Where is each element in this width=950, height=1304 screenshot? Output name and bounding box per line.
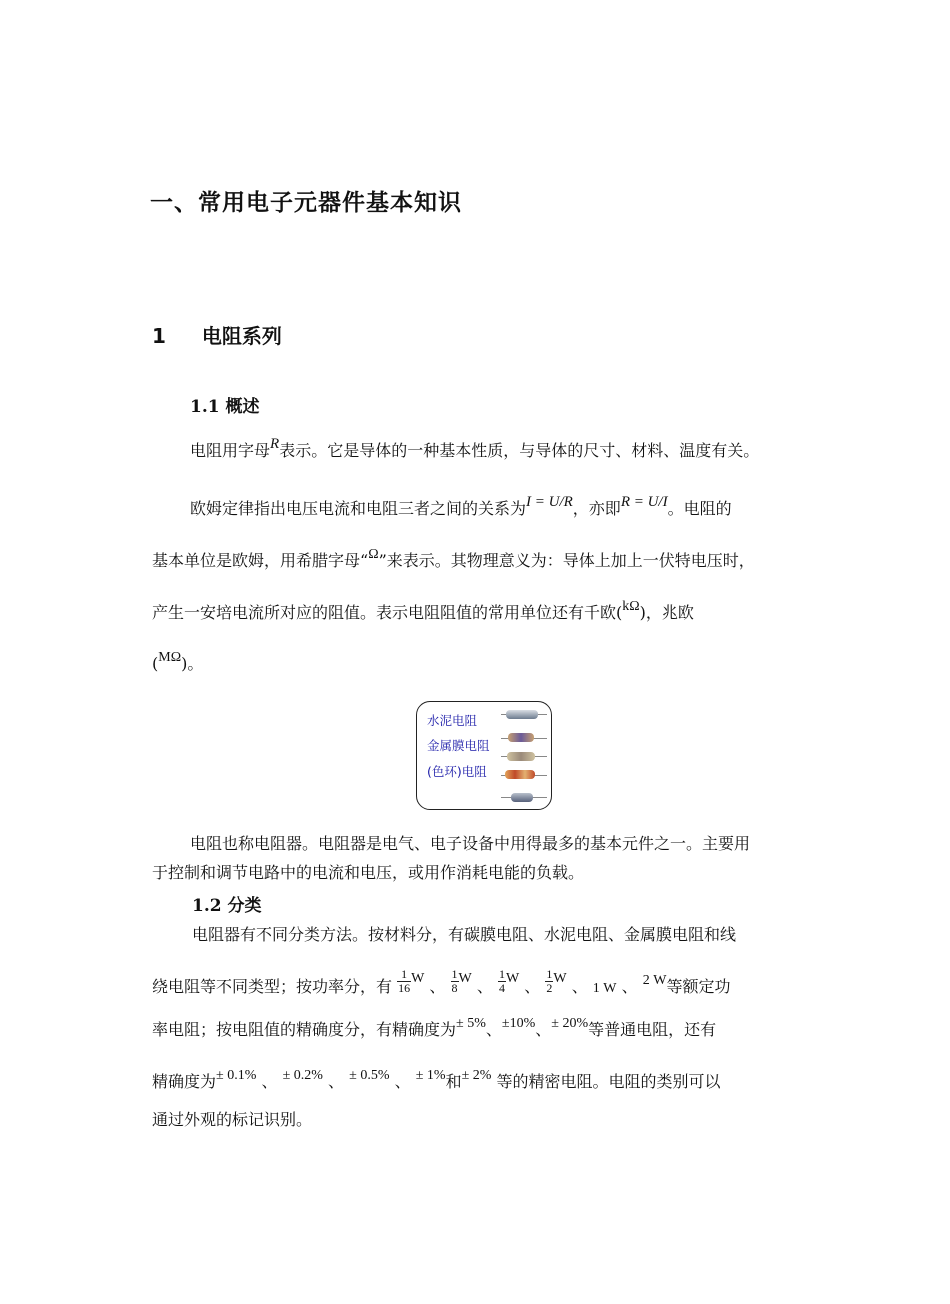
paragraph-line xyxy=(152,967,731,1001)
text: )，兆欧 xyxy=(639,603,694,622)
text: ( xyxy=(152,654,159,673)
text: 等的精密电阻。电阻的类别可以 xyxy=(496,1072,721,1091)
text: 产生一安培电流所对应的阻值。表示电阻阻值的常用单位还有千欧( xyxy=(152,603,623,622)
tolerance: ±10% xyxy=(501,1016,536,1031)
tolerance: ± 0.1% xyxy=(216,1068,257,1083)
small-resistor-image xyxy=(511,793,533,802)
paragraph-line xyxy=(152,1016,717,1043)
separator: 、 xyxy=(328,1072,345,1091)
metal-film-resistor-image xyxy=(508,733,534,742)
text: ”来表示。其物理意义为：导体上加上一伏特电压时， xyxy=(378,551,755,570)
paragraph-line xyxy=(190,494,732,521)
power-2w: 2 W xyxy=(642,973,667,988)
symbol-kilo-ohm: kΩ xyxy=(622,599,640,614)
tolerance: ± 0.2% xyxy=(282,1068,323,1083)
unit-watt: W xyxy=(553,971,567,986)
formula-ohms-law: I = U/R xyxy=(526,494,573,510)
separator: 、 xyxy=(429,977,446,996)
text: 和 xyxy=(445,1072,462,1091)
paragraph-line: 通过外观的标记识别。 xyxy=(152,1110,313,1129)
text: 等普通电阻，还有 xyxy=(588,1020,717,1039)
unit-watt: W xyxy=(505,971,520,986)
paragraph-line: 于控制和调节电路中的电流和电压，或用作消耗电能的负载。 xyxy=(152,863,585,882)
separator: 、 xyxy=(261,1072,278,1091)
symbol-ohm: Ω xyxy=(368,547,379,562)
document-title: 一、常用电子元器件基本知识 xyxy=(150,190,462,216)
paragraph-line xyxy=(190,436,760,463)
text: 欧姆定律指出电压电流和电阻三者之间的关系为 xyxy=(190,499,527,518)
tolerance: ± 20% xyxy=(551,1016,589,1031)
fraction-1-8: $\frac{1}{8}$ xyxy=(451,967,458,995)
fraction-1-4: $\frac{1}{4}$ xyxy=(498,967,505,995)
subsection-heading-1-1: 1.1 概述 xyxy=(190,397,260,417)
section-title: 电阻系列 xyxy=(201,324,282,348)
unit-watt: W xyxy=(458,971,472,986)
separator: 、 xyxy=(476,977,493,996)
unit-watt: W xyxy=(411,971,425,986)
tolerance: ± 2% xyxy=(461,1068,492,1083)
text: 精确度为 xyxy=(152,1072,217,1091)
separator: 、 xyxy=(394,1072,411,1091)
figure-label-cement: 水泥电阻 xyxy=(427,713,478,728)
figure-label-color-ring: (色环)电阻 xyxy=(427,764,487,779)
text: 率电阻；按电阻值的精确度分，有精确度为 xyxy=(152,1020,457,1039)
paragraph-line xyxy=(152,599,694,626)
paragraph-line: 电阻也称电阻器。电阻器是电气、电子设备中用得最多的基本元件之一。主要用 xyxy=(190,834,751,853)
paragraph-line xyxy=(152,650,204,677)
separator: 、 xyxy=(524,977,541,996)
power-1w: 1 W xyxy=(592,981,617,996)
text: ，亦即 xyxy=(572,499,621,518)
separator: 、 xyxy=(535,1020,552,1039)
separator: 、 xyxy=(485,1020,502,1039)
resistor-types-figure xyxy=(416,701,552,810)
text: 等额定功 xyxy=(666,977,731,996)
figure-label-metal-film: 金属膜电阻 xyxy=(427,738,490,753)
formula-resistance: R = U/I xyxy=(620,494,668,510)
subsection-heading-1-2: 1.2 分类 xyxy=(192,896,262,916)
section-number: 1 xyxy=(152,324,166,348)
paragraph-line xyxy=(152,1068,721,1095)
tolerance: ± 1% xyxy=(415,1068,446,1083)
paragraph-line: 电阻器有不同分类方法。按材料分，有碳膜电阻、水泥电阻、金属膜电阻和线 xyxy=(192,925,737,944)
text: 绕电阻等不同类型；按功率分，有 xyxy=(152,977,393,996)
resistor-image xyxy=(507,752,535,761)
symbol-r: R xyxy=(270,436,280,452)
text: )。 xyxy=(181,654,204,673)
text: 表示。它是导体的一种基本性质，与导体的尺寸、材料、温度有关。 xyxy=(279,441,760,460)
fraction-1-16: $\frac{1}{16}$ xyxy=(398,967,411,995)
fraction-1-2: $\frac{1}{2}$ xyxy=(546,967,553,995)
separator: 、 xyxy=(621,977,638,996)
tolerance: ± 0.5% xyxy=(349,1068,390,1083)
tolerance: ± 5% xyxy=(456,1016,486,1031)
symbol-mega-ohm: MΩ xyxy=(158,650,182,665)
text: 基本单位是欧姆，用希腊字母“ xyxy=(152,551,369,570)
section-heading xyxy=(152,320,282,349)
cement-resistor-image xyxy=(506,710,538,719)
text: 。电阻的 xyxy=(667,499,732,518)
text: 电阻用字母 xyxy=(190,441,271,460)
paragraph-line xyxy=(152,547,755,574)
separator: 、 xyxy=(571,977,588,996)
color-ring-resistor-image xyxy=(505,770,535,779)
